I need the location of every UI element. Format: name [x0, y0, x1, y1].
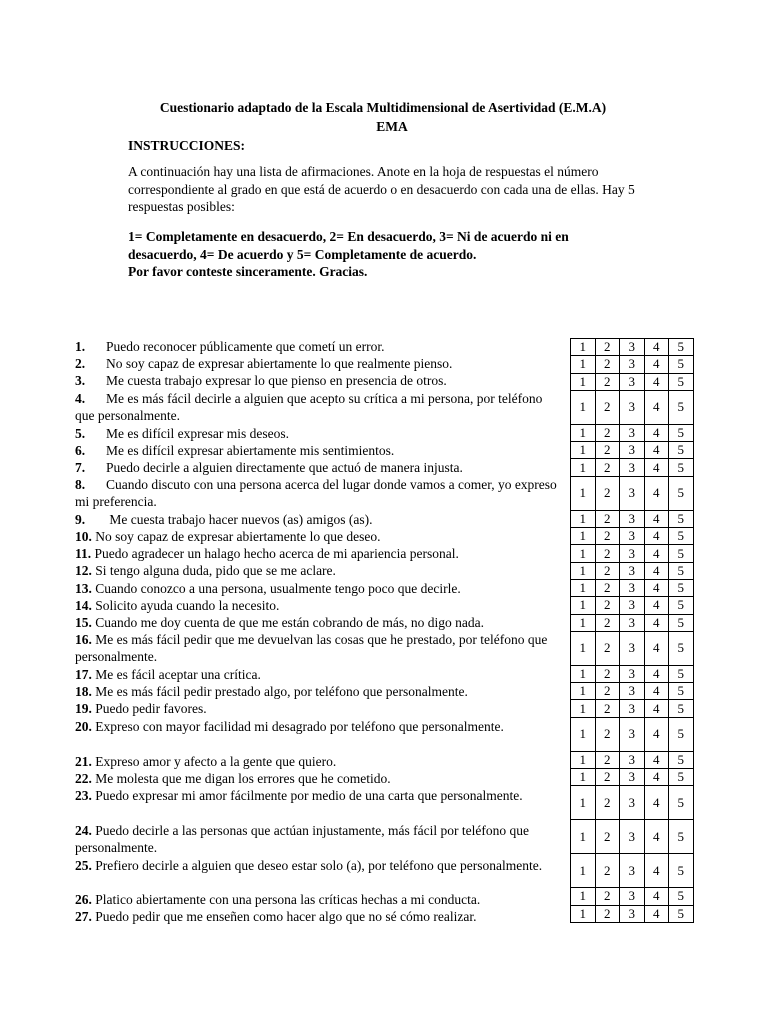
question-16	[75, 631, 560, 665]
answer-option-1[interactable]: 1	[571, 700, 596, 717]
question-1	[75, 338, 560, 355]
question-text: Puedo decirle a las personas que actúan injustamente, más fácil por teléfono que personalmente.	[75, 823, 529, 855]
question-text: Puedo pedir favores.	[95, 701, 207, 716]
question-13	[75, 580, 560, 597]
answer-option-2[interactable]: 2	[595, 390, 620, 424]
question-number: 1.	[75, 339, 86, 354]
answer-option-3[interactable]: 3	[620, 631, 645, 665]
answer-option-1[interactable]: 1	[571, 545, 596, 562]
question-19	[75, 700, 560, 717]
answer-option-2[interactable]: 2	[595, 356, 620, 373]
answer-option-5[interactable]: 5	[669, 459, 694, 476]
answer-option-1[interactable]: 1	[571, 459, 596, 476]
answer-row-3	[571, 373, 694, 390]
answer-option-2[interactable]: 2	[595, 854, 620, 888]
question-text: Me es difícil expresar abiertamente mis sentimientos.	[106, 443, 395, 458]
answer-option-1[interactable]: 1	[571, 888, 596, 905]
question-number: 8.	[75, 477, 86, 492]
question-number: 14.	[75, 598, 92, 613]
answer-option-3[interactable]: 3	[620, 751, 645, 768]
question-3	[75, 372, 560, 389]
answer-row-26	[571, 888, 694, 905]
question-14	[75, 597, 560, 614]
question-number: 18.	[75, 684, 92, 699]
answer-option-2[interactable]: 2	[595, 476, 620, 510]
answer-option-4[interactable]: 4	[644, 339, 669, 356]
answer-row-25	[571, 854, 694, 888]
answer-option-3[interactable]: 3	[620, 545, 645, 562]
answer-row-7	[571, 459, 694, 476]
answer-option-3[interactable]: 3	[620, 683, 645, 700]
answer-option-4[interactable]: 4	[644, 700, 669, 717]
answer-option-1[interactable]: 1	[571, 751, 596, 768]
answer-option-5[interactable]: 5	[669, 700, 694, 717]
question-number: 3.	[75, 373, 86, 388]
answer-option-2[interactable]: 2	[595, 888, 620, 905]
answer-option-4[interactable]: 4	[644, 786, 669, 820]
scale-thanks: Por favor conteste sinceramente. Gracias.	[128, 264, 368, 279]
answer-option-5[interactable]: 5	[669, 769, 694, 786]
answer-option-3[interactable]: 3	[620, 339, 645, 356]
question-9	[75, 511, 560, 528]
question-12	[75, 562, 560, 579]
answer-option-4[interactable]: 4	[644, 905, 669, 922]
answer-option-4[interactable]: 4	[644, 614, 669, 631]
question-22	[75, 770, 560, 787]
answer-option-5[interactable]: 5	[669, 717, 694, 751]
answer-option-4[interactable]: 4	[644, 459, 669, 476]
answer-option-4[interactable]: 4	[644, 442, 669, 459]
answer-row-23	[571, 786, 694, 820]
answer-option-4[interactable]: 4	[644, 545, 669, 562]
answer-option-1[interactable]: 1	[571, 614, 596, 631]
questionnaire-subtitle: EMA	[376, 119, 408, 134]
answer-option-3[interactable]: 3	[620, 888, 645, 905]
question-11	[75, 545, 560, 562]
answer-option-5[interactable]: 5	[669, 373, 694, 390]
question-text: Si tengo alguna duda, pido que se me aclare.	[95, 563, 336, 578]
answer-grid	[570, 338, 694, 923]
answer-option-2[interactable]: 2	[595, 614, 620, 631]
answer-option-2[interactable]: 2	[595, 631, 620, 665]
answer-row-20	[571, 717, 694, 751]
answer-row-22	[571, 769, 694, 786]
answer-option-5[interactable]: 5	[669, 510, 694, 527]
answer-option-3[interactable]: 3	[620, 373, 645, 390]
question-number: 11.	[75, 546, 92, 561]
answer-option-1[interactable]: 1	[571, 905, 596, 922]
answer-row-16	[571, 631, 694, 665]
answer-row-10	[571, 528, 694, 545]
answer-option-5[interactable]: 5	[669, 545, 694, 562]
question-text: Cuando discuto con una persona acerca del lugar donde vamos a comer, yo expreso mi preferencia.	[75, 477, 557, 509]
question-6	[75, 442, 560, 459]
question-text: Cuando conozco a una persona, usualmente tengo poco que decirle.	[95, 581, 461, 596]
answer-option-1[interactable]: 1	[571, 820, 596, 854]
answer-option-4[interactable]: 4	[644, 888, 669, 905]
answer-option-1[interactable]: 1	[571, 786, 596, 820]
question-8	[75, 476, 560, 510]
answer-option-5[interactable]: 5	[669, 528, 694, 545]
question-number: 25.	[75, 858, 92, 873]
answer-option-2[interactable]: 2	[595, 579, 620, 596]
question-text: Me cuesta trabajo expresar lo que pienso en presencia de otros.	[106, 373, 447, 388]
instructions-heading: INSTRUCCIONES:	[128, 138, 246, 153]
question-text: Expreso con mayor facilidad mi desagrado por teléfono que personalmente.	[95, 719, 504, 734]
question-number: 19.	[75, 701, 92, 716]
question-17	[75, 666, 560, 683]
answer-option-2[interactable]: 2	[595, 905, 620, 922]
answer-option-2[interactable]: 2	[595, 459, 620, 476]
answer-option-5[interactable]: 5	[669, 476, 694, 510]
answer-option-3[interactable]: 3	[620, 510, 645, 527]
question-7	[75, 459, 560, 476]
question-text: Me es más fácil pedir prestado algo, por teléfono que personalmente.	[95, 684, 468, 699]
answer-option-3[interactable]: 3	[620, 665, 645, 682]
answer-option-5[interactable]: 5	[669, 614, 694, 631]
question-number: 16.	[75, 632, 92, 647]
answer-option-3[interactable]: 3	[620, 597, 645, 614]
question-text: Cuando me doy cuenta de que me están cobrando de más, no digo nada.	[95, 615, 485, 630]
answer-option-5[interactable]: 5	[669, 905, 694, 922]
response-scale	[128, 228, 640, 281]
question-number: 22.	[75, 771, 92, 786]
answer-row-21	[571, 751, 694, 768]
answer-option-3[interactable]: 3	[620, 476, 645, 510]
answer-row-8	[571, 476, 694, 510]
answer-option-3[interactable]: 3	[620, 717, 645, 751]
answer-row-4	[571, 390, 694, 424]
question-25	[75, 857, 560, 874]
question-number: 17.	[75, 667, 92, 682]
question-number: 21.	[75, 754, 92, 769]
answer-option-1[interactable]: 1	[571, 579, 596, 596]
answer-row-15	[571, 614, 694, 631]
answer-option-1[interactable]: 1	[571, 528, 596, 545]
question-text: No soy capaz de expresar abiertamente lo que deseo.	[95, 529, 381, 544]
question-number: 23.	[75, 788, 92, 803]
question-23	[75, 787, 560, 804]
answer-option-3[interactable]: 3	[620, 769, 645, 786]
answer-option-4[interactable]: 4	[644, 356, 669, 373]
answer-option-3[interactable]: 3	[620, 579, 645, 596]
answer-option-2[interactable]: 2	[595, 769, 620, 786]
answer-option-5[interactable]: 5	[669, 356, 694, 373]
answer-row-1	[571, 339, 694, 356]
answer-option-5[interactable]: 5	[669, 683, 694, 700]
question-text: Prefiero decirle a alguien que deseo estar solo (a), por teléfono que personalmente.	[95, 858, 543, 873]
question-text: Me cuesta trabajo hacer nuevos (as) amigos (as).	[106, 512, 373, 527]
answer-option-2[interactable]: 2	[595, 442, 620, 459]
answer-option-2[interactable]: 2	[595, 820, 620, 854]
answer-option-3[interactable]: 3	[620, 459, 645, 476]
question-number: 6.	[75, 443, 86, 458]
question-number: 2.	[75, 356, 86, 371]
answer-option-3[interactable]: 3	[620, 820, 645, 854]
answer-option-3[interactable]: 3	[620, 854, 645, 888]
question-text: Me es fácil aceptar una crítica.	[95, 667, 261, 682]
answer-row-2	[571, 356, 694, 373]
question-number: 9.	[75, 512, 86, 527]
answer-option-2[interactable]: 2	[595, 700, 620, 717]
answer-option-4[interactable]: 4	[644, 717, 669, 751]
answer-option-5[interactable]: 5	[669, 854, 694, 888]
answer-option-2[interactable]: 2	[595, 786, 620, 820]
answer-option-5[interactable]: 5	[669, 562, 694, 579]
answer-option-5[interactable]: 5	[669, 820, 694, 854]
answer-option-3[interactable]: 3	[620, 442, 645, 459]
answer-option-5[interactable]: 5	[669, 579, 694, 596]
answer-option-1[interactable]: 1	[571, 373, 596, 390]
answer-option-3[interactable]: 3	[620, 356, 645, 373]
question-2	[75, 355, 560, 372]
question-number: 10.	[75, 529, 92, 544]
answer-option-1[interactable]: 1	[571, 510, 596, 527]
question-text: Puedo agradecer un halago hecho acerca de mi apariencia personal.	[94, 546, 459, 561]
answer-option-3[interactable]: 3	[620, 905, 645, 922]
instructions-text: A continuación hay una lista de afirmaciones. Anote en la hoja de respuestas el número correspondiente al grado en que está de acuerdo o en desacuerdo con cada una de ellas. Hay 5 respuestas posibles:	[128, 164, 635, 214]
answer-option-5[interactable]: 5	[669, 631, 694, 665]
answer-row-14	[571, 597, 694, 614]
answer-option-4[interactable]: 4	[644, 390, 669, 424]
answer-option-3[interactable]: 3	[620, 424, 645, 441]
answer-option-4[interactable]: 4	[644, 751, 669, 768]
question-26	[75, 891, 560, 908]
question-text: No soy capaz de expresar abiertamente lo que realmente pienso.	[106, 356, 453, 371]
answer-row-13	[571, 579, 694, 596]
answer-row-6	[571, 442, 694, 459]
answer-option-4[interactable]: 4	[644, 820, 669, 854]
answer-row-9	[571, 510, 694, 527]
answer-option-5[interactable]: 5	[669, 665, 694, 682]
answer-option-4[interactable]: 4	[644, 510, 669, 527]
answer-option-2[interactable]: 2	[595, 339, 620, 356]
question-5	[75, 425, 560, 442]
question-text: Puedo expresar mi amor fácilmente por medio de una carta que personalmente.	[95, 788, 523, 803]
answer-option-1[interactable]: 1	[571, 597, 596, 614]
answer-row-17	[571, 665, 694, 682]
answer-option-2[interactable]: 2	[595, 562, 620, 579]
question-text: Me molesta que me digan los errores que he cometido.	[95, 771, 391, 786]
answer-row-11	[571, 545, 694, 562]
answer-row-27	[571, 905, 694, 922]
answer-option-1[interactable]: 1	[571, 339, 596, 356]
answer-option-4[interactable]: 4	[644, 683, 669, 700]
answer-option-2[interactable]: 2	[595, 683, 620, 700]
questionnaire-title: Cuestionario adaptado de la Escala Multidimensional de Asertividad (E.M.A)	[159, 100, 607, 115]
question-24	[75, 822, 560, 856]
answer-option-4[interactable]: 4	[644, 769, 669, 786]
answer-option-5[interactable]: 5	[669, 339, 694, 356]
answer-row-18	[571, 683, 694, 700]
answer-option-2[interactable]: 2	[595, 424, 620, 441]
question-number: 26.	[75, 892, 92, 907]
question-text: Puedo reconocer públicamente que cometí un error.	[106, 339, 385, 354]
answer-option-5[interactable]: 5	[669, 424, 694, 441]
answer-option-3[interactable]: 3	[620, 562, 645, 579]
answer-option-1[interactable]: 1	[571, 717, 596, 751]
answer-row-5	[571, 424, 694, 441]
answer-option-1[interactable]: 1	[571, 442, 596, 459]
answer-option-1[interactable]: 1	[571, 476, 596, 510]
question-18	[75, 683, 560, 700]
answer-option-1[interactable]: 1	[571, 562, 596, 579]
question-text: Puedo pedir que me enseñen como hacer algo que no sé cómo realizar.	[95, 909, 477, 924]
answer-option-4[interactable]: 4	[644, 854, 669, 888]
question-number: 27.	[75, 909, 92, 924]
question-text: Me es más fácil decirle a alguien que acepto su crítica a mi persona, por teléfono que personalmente.	[75, 391, 543, 423]
question-20	[75, 718, 560, 735]
question-15	[75, 614, 560, 631]
answer-option-2[interactable]: 2	[595, 373, 620, 390]
answer-option-4[interactable]: 4	[644, 476, 669, 510]
answer-option-3[interactable]: 3	[620, 528, 645, 545]
answer-option-2[interactable]: 2	[595, 545, 620, 562]
question-number: 20.	[75, 719, 92, 734]
answer-option-1[interactable]: 1	[571, 769, 596, 786]
answer-option-1[interactable]: 1	[571, 424, 596, 441]
answer-option-4[interactable]: 4	[644, 631, 669, 665]
question-text: Me es difícil expresar mis deseos.	[106, 426, 289, 441]
question-text: Me es más fácil pedir que me devuelvan las cosas que he prestado, por teléfono que personalmente.	[75, 632, 548, 664]
answer-option-4[interactable]: 4	[644, 373, 669, 390]
question-4	[75, 390, 560, 424]
answer-option-5[interactable]: 5	[669, 786, 694, 820]
answer-option-1[interactable]: 1	[571, 631, 596, 665]
question-number: 5.	[75, 426, 86, 441]
question-10	[75, 528, 560, 545]
answer-option-1[interactable]: 1	[571, 665, 596, 682]
answer-option-1[interactable]: 1	[571, 854, 596, 888]
scale-definition: 1= Completamente en desacuerdo, 2= En desacuerdo, 3= Ni de acuerdo ni en desacuerdo, 4= De acuerdo y 5= Completamente de acuerdo.	[128, 229, 569, 262]
answer-option-2[interactable]: 2	[595, 751, 620, 768]
answer-option-4[interactable]: 4	[644, 665, 669, 682]
answer-row-24	[571, 820, 694, 854]
answer-option-1[interactable]: 1	[571, 356, 596, 373]
answer-option-5[interactable]: 5	[669, 597, 694, 614]
question-number: 12.	[75, 563, 92, 578]
answer-option-1[interactable]: 1	[571, 683, 596, 700]
question-text: Solicito ayuda cuando la necesito.	[95, 598, 280, 613]
answer-option-3[interactable]: 3	[620, 786, 645, 820]
question-21	[75, 753, 560, 770]
answer-option-3[interactable]: 3	[620, 700, 645, 717]
question-text: Platico abiertamente con una persona las críticas hechas a mi conducta.	[95, 892, 481, 907]
answer-option-4[interactable]: 4	[644, 528, 669, 545]
answer-option-5[interactable]: 5	[669, 751, 694, 768]
question-27	[75, 908, 560, 925]
question-text: Expreso amor y afecto a la gente que quiero.	[95, 754, 337, 769]
answer-row-12	[571, 562, 694, 579]
answer-option-4[interactable]: 4	[644, 562, 669, 579]
answer-option-5[interactable]: 5	[669, 390, 694, 424]
answer-option-3[interactable]: 3	[620, 390, 645, 424]
answer-option-5[interactable]: 5	[669, 888, 694, 905]
answer-option-2[interactable]: 2	[595, 717, 620, 751]
question-number: 7.	[75, 460, 86, 475]
answer-row-19	[571, 700, 694, 717]
answer-option-2[interactable]: 2	[595, 528, 620, 545]
answer-option-5[interactable]: 5	[669, 442, 694, 459]
answer-option-3[interactable]: 3	[620, 614, 645, 631]
answer-option-4[interactable]: 4	[644, 597, 669, 614]
answer-option-2[interactable]: 2	[595, 510, 620, 527]
answer-option-4[interactable]: 4	[644, 579, 669, 596]
question-text: Puedo decirle a alguien directamente que actuó de manera injusta.	[106, 460, 463, 475]
question-number: 15.	[75, 615, 92, 630]
answer-option-2[interactable]: 2	[595, 597, 620, 614]
question-number: 24.	[75, 823, 92, 838]
answer-option-4[interactable]: 4	[644, 424, 669, 441]
answer-option-1[interactable]: 1	[571, 390, 596, 424]
question-number: 4.	[75, 391, 86, 406]
answer-option-2[interactable]: 2	[595, 665, 620, 682]
question-number: 13.	[75, 581, 92, 596]
